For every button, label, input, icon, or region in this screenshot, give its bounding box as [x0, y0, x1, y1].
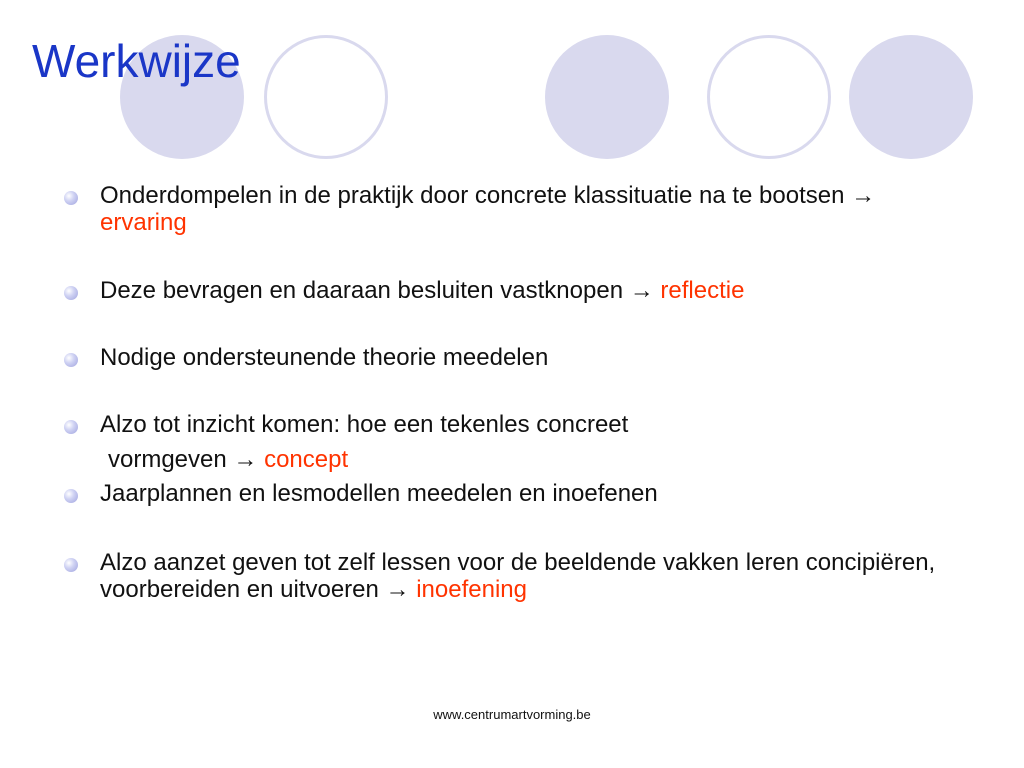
bullet-dot-icon: [64, 286, 78, 300]
bullet-item: [64, 277, 964, 304]
bullet-item: [64, 549, 964, 603]
bullet-item: [64, 411, 964, 473]
bullet-dot-icon: [64, 558, 78, 572]
bullet-text: Alzo aanzet geven tot zelf lessen voor de beeldende vakken leren concipiëren, voorbereiden en uitvoeren →: [100, 549, 936, 603]
bullet-dot-icon: [64, 489, 78, 503]
bullet-text: Nodige ondersteunende theorie meedelen: [100, 344, 549, 371]
decorative-circle-ring-1: [264, 35, 388, 159]
bullet-item: [64, 480, 964, 507]
bullet-keyword: ervaring: [100, 209, 187, 236]
bullet-text: Deze bevragen en daaraan besluiten vastknopen →: [100, 277, 654, 304]
decorative-circle-ring-2: [707, 35, 831, 159]
bullet-list: [64, 182, 964, 603]
bullet-continuation-line: [100, 446, 964, 473]
bullet-dot-icon: [64, 191, 78, 205]
bullet-text: Onderdompelen in de praktijk door concrete klassituatie na te bootsen →: [100, 182, 876, 209]
bullet-keyword: reflectie: [660, 277, 745, 304]
bullet-dot-icon: [64, 420, 78, 434]
slide-title: Werkwijze: [32, 35, 241, 87]
bullet-text: Jaarplannen en lesmodellen meedelen en inoefenen: [100, 480, 658, 507]
bullet-dot-icon: [64, 353, 78, 367]
decorative-circle-filled-3: [849, 35, 973, 159]
footer-url: www.centrumartvorming.be: [433, 707, 591, 722]
decorative-circle-filled-2: [545, 35, 669, 159]
bullet-keyword: inoefening: [416, 576, 527, 603]
bullet-item: [64, 344, 964, 371]
bullet-text: Alzo tot inzicht komen: hoe een tekenles concreet: [100, 411, 629, 438]
bullet-item: [64, 182, 964, 236]
bullet-text-line2: vormgeven →: [108, 446, 258, 473]
bullet-keyword: concept: [264, 446, 349, 473]
